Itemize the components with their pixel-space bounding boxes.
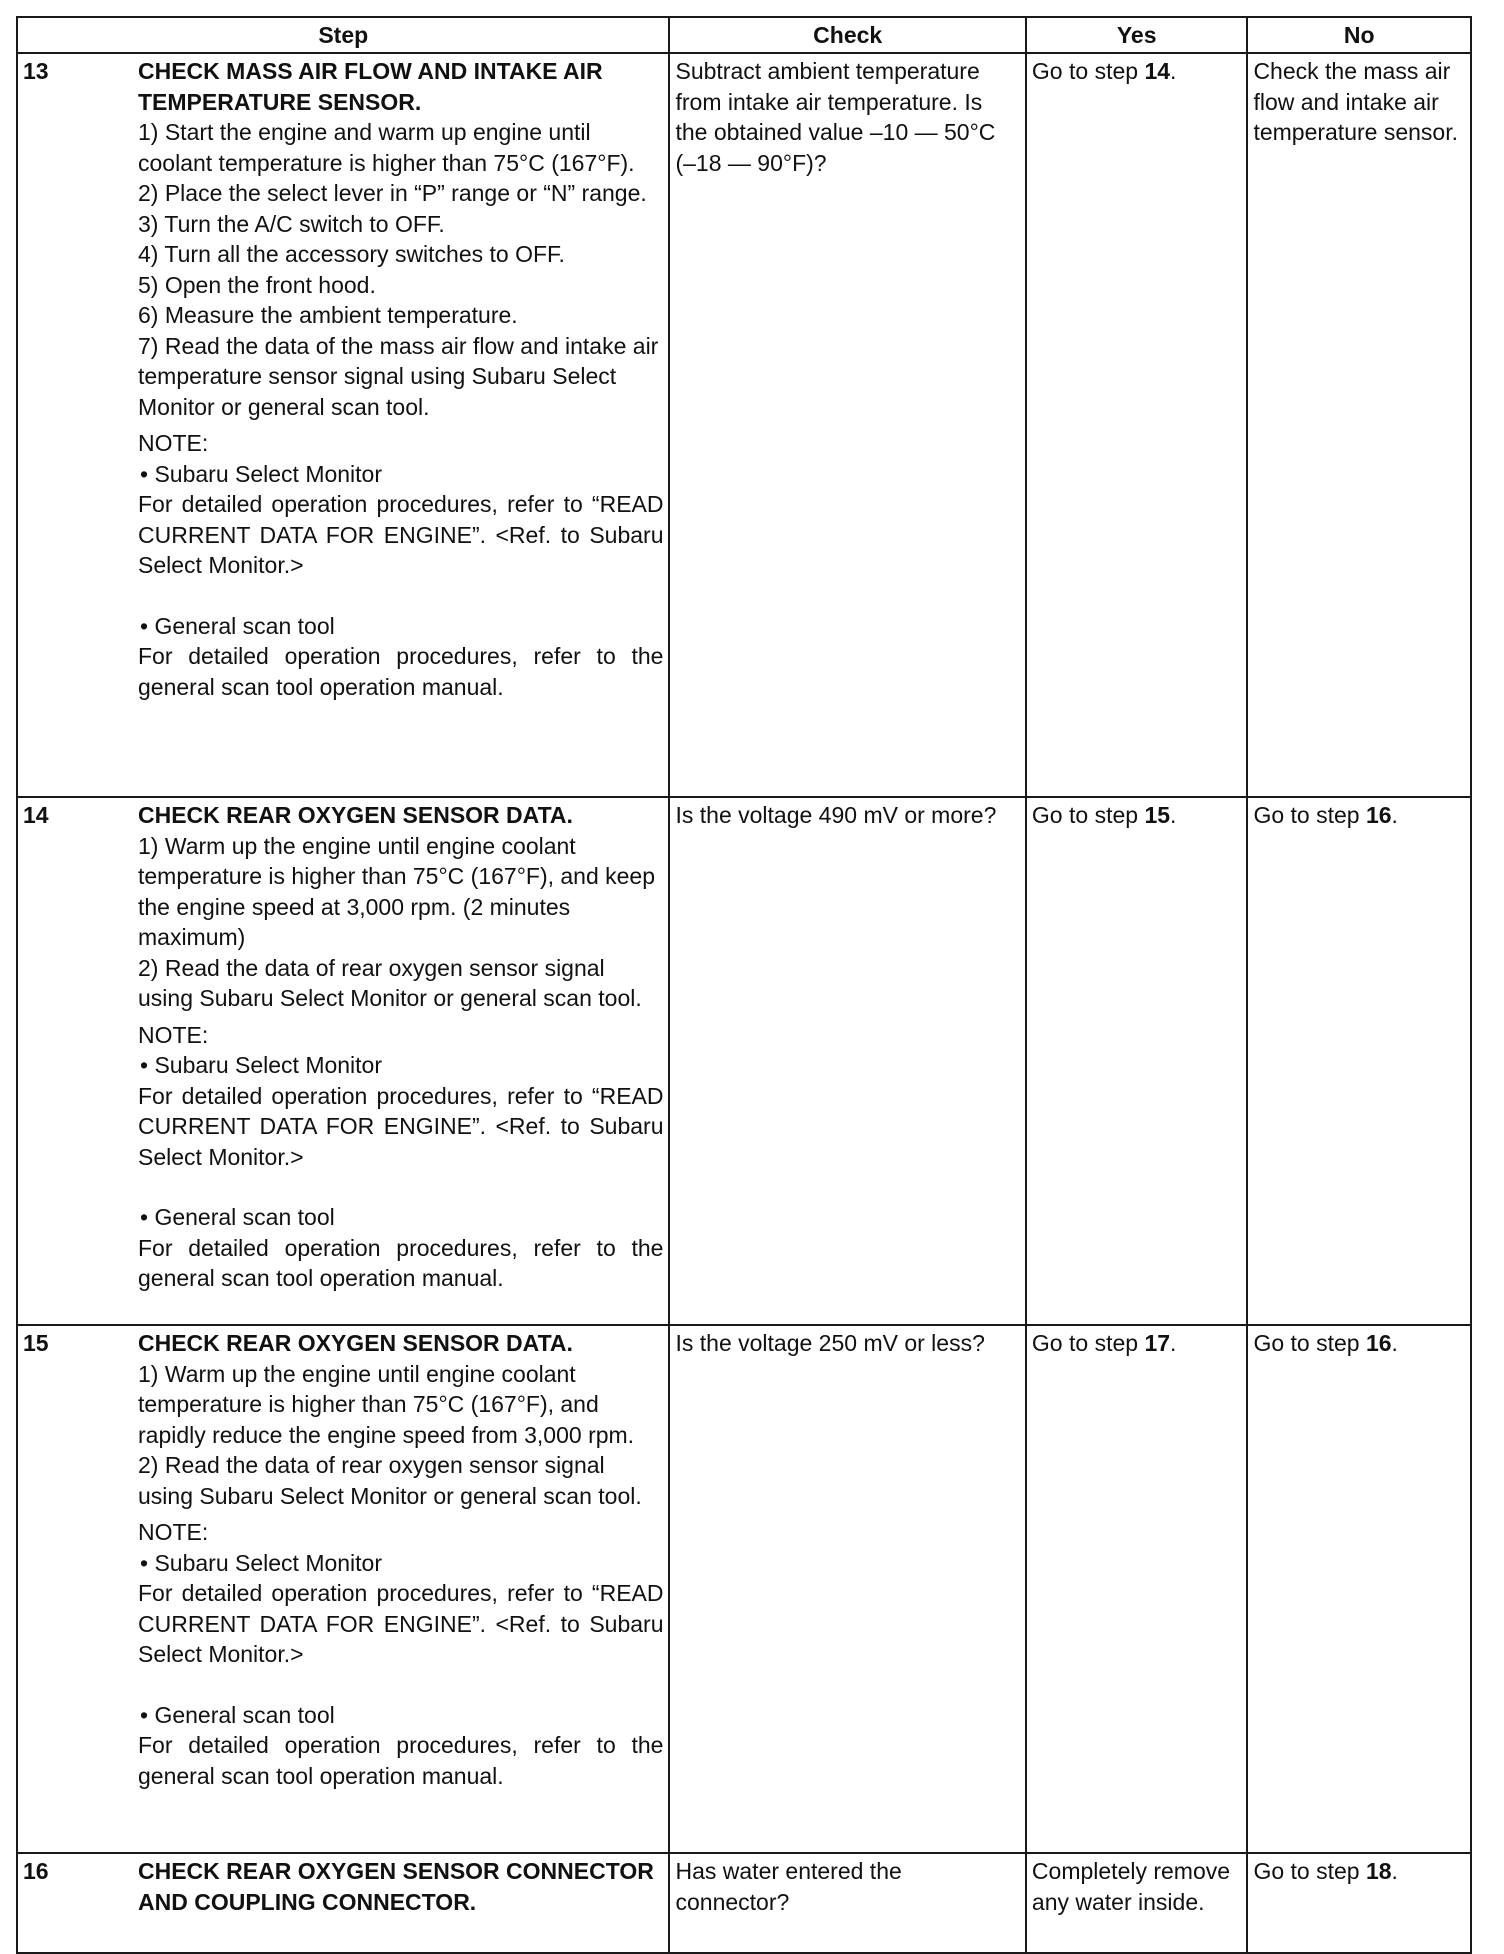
header-check: Check: [669, 17, 1025, 53]
no-prefix: Go to step: [1253, 1858, 1366, 1884]
step-item: 3) Turn the A/C switch to OFF.: [138, 210, 445, 237]
yes-step-ref: 15: [1144, 802, 1171, 828]
note-text: For detailed operation procedures, refer to the general scan tool operation manual.: [138, 643, 664, 700]
step-title: CHECK MASS AIR FLOW AND INTAKE AIR TEMPERATURE SENSOR.: [138, 58, 603, 115]
step-number: 14: [23, 802, 49, 828]
table-row-step-13: [17, 53, 1471, 797]
no-prefix: Go to step: [1253, 802, 1366, 828]
no-step-ref: 18: [1365, 1858, 1392, 1884]
step-cell: [17, 1853, 669, 1953]
step-title: CHECK REAR OXYGEN SENSOR DATA.: [138, 1330, 573, 1356]
no-suffix: .: [1391, 802, 1398, 828]
no-prefix: Go to step: [1253, 1330, 1366, 1356]
step-item: 2) Place the select lever in “P” range or “N” range.: [138, 180, 647, 206]
step-item: 2) Read the data of rear oxygen sensor signal using Subaru Select Monitor or general scan tool.: [138, 1452, 642, 1509]
step-item: 4) Turn all the accessory switches to OFF.: [138, 241, 565, 267]
table-row-step-14: [17, 797, 1471, 1325]
header-row: [17, 17, 1471, 53]
no-cell: [1247, 1325, 1471, 1853]
yes-step-ref: 14: [1144, 58, 1171, 84]
step-title: CHECK REAR OXYGEN SENSOR DATA.: [138, 802, 573, 828]
no-suffix: .: [1391, 1858, 1398, 1884]
yes-step-ref: 17: [1144, 1330, 1171, 1356]
step-item: 1) Start the engine and warm up engine until coolant temperature is higher than 75°C (167°F).: [138, 119, 635, 176]
table-row-step-16: [17, 1853, 1471, 1953]
no-step-ref: 16: [1365, 802, 1392, 828]
step-number: 15: [23, 1330, 49, 1356]
table-row-step-15: [17, 1325, 1471, 1853]
no-cell: [1247, 1853, 1471, 1953]
yes-suffix: .: [1170, 58, 1177, 84]
step-item: 1) Warm up the engine until engine coolant temperature is higher than 75°C (167°F), and rapidly reduce the engine speed from 3,000 rpm.: [138, 1360, 635, 1448]
note-label: NOTE:: [138, 1519, 209, 1545]
check-cell: Is the voltage 490 mV or more?: [669, 797, 1025, 1325]
no-cell: Check the mass air flow and intake air temperature sensor.: [1247, 53, 1471, 797]
no-step-ref: 16: [1365, 1330, 1392, 1356]
note-text: For detailed operation procedures, refer to the general scan tool operation manual.: [138, 1234, 664, 1291]
note-text: For detailed operation procedures, refer to “READ CURRENT DATA FOR ENGINE”. <Ref. to Subaru Select Monitor.>: [138, 1580, 664, 1667]
check-cell: Has water entered the connector?: [669, 1853, 1025, 1953]
step-item: 2) Read the data of rear oxygen sensor signal using Subaru Select Monitor or general scan tool.: [138, 954, 642, 1011]
note-bullet: • Subaru Select Monitor: [140, 1052, 383, 1078]
no-suffix: .: [1391, 1330, 1398, 1356]
step-cell: [17, 1325, 669, 1853]
step-title: CHECK REAR OXYGEN SENSOR CONNECTOR AND COUPLING CONNECTOR.: [138, 1858, 654, 1915]
header-no: No: [1247, 17, 1471, 53]
check-cell: Is the voltage 250 mV or less?: [669, 1325, 1025, 1853]
yes-suffix: .: [1170, 1330, 1177, 1356]
step-item: 5) Open the front hood.: [138, 271, 376, 298]
note-bullet: • General scan tool: [140, 1204, 335, 1230]
note-bullet: • General scan tool: [140, 1701, 335, 1728]
no-cell: [1247, 797, 1471, 1325]
yes-cell: Completely remove any water inside.: [1026, 1853, 1248, 1953]
note-label: NOTE:: [138, 430, 209, 456]
yes-suffix: .: [1170, 802, 1177, 828]
yes-prefix: Go to step: [1031, 1330, 1145, 1356]
step-item: 6) Measure the ambient temperature.: [138, 302, 518, 328]
step-cell: [17, 53, 669, 797]
note-text: For detailed operation procedures, refer to “READ CURRENT DATA FOR ENGINE”. <Ref. to Subaru Select Monitor.>: [138, 491, 664, 578]
note-bullet: • Subaru Select Monitor: [140, 460, 383, 487]
yes-cell: [1026, 1325, 1248, 1853]
note-label: NOTE:: [138, 1021, 209, 1048]
yes-cell: [1026, 53, 1248, 797]
step-number: 16: [23, 1858, 49, 1884]
header-yes: Yes: [1026, 17, 1248, 53]
yes-cell: [1026, 797, 1248, 1325]
yes-prefix: Go to step: [1031, 802, 1145, 828]
diagnostic-table: [16, 16, 1472, 1954]
step-cell: [17, 797, 669, 1325]
step-number: 13: [23, 58, 49, 84]
note-text: For detailed operation procedures, refer to “READ CURRENT DATA FOR ENGINE”. <Ref. to Subaru Select Monitor.>: [138, 1082, 664, 1170]
note-text: For detailed operation procedures, refer to the general scan tool operation manual.: [138, 1732, 664, 1789]
header-step: Step: [17, 17, 669, 53]
step-item: 7) Read the data of the mass air flow and intake air temperature sensor signal using Subaru Select Monitor or general scan tool.: [138, 332, 659, 420]
step-item: 1) Warm up the engine until engine coolant temperature is higher than 75°C (167°F), and keep the engine speed at 3,000 rpm. (2 minutes maximum): [138, 832, 656, 950]
yes-prefix: Go to step: [1031, 58, 1145, 84]
note-bullet: • Subaru Select Monitor: [140, 1549, 383, 1576]
note-bullet: • General scan tool: [140, 612, 335, 639]
check-cell: Subtract ambient temperature from intake air temperature. Is the obtained value –10 — 50°C (–18 — 90°F)?: [669, 53, 1025, 797]
